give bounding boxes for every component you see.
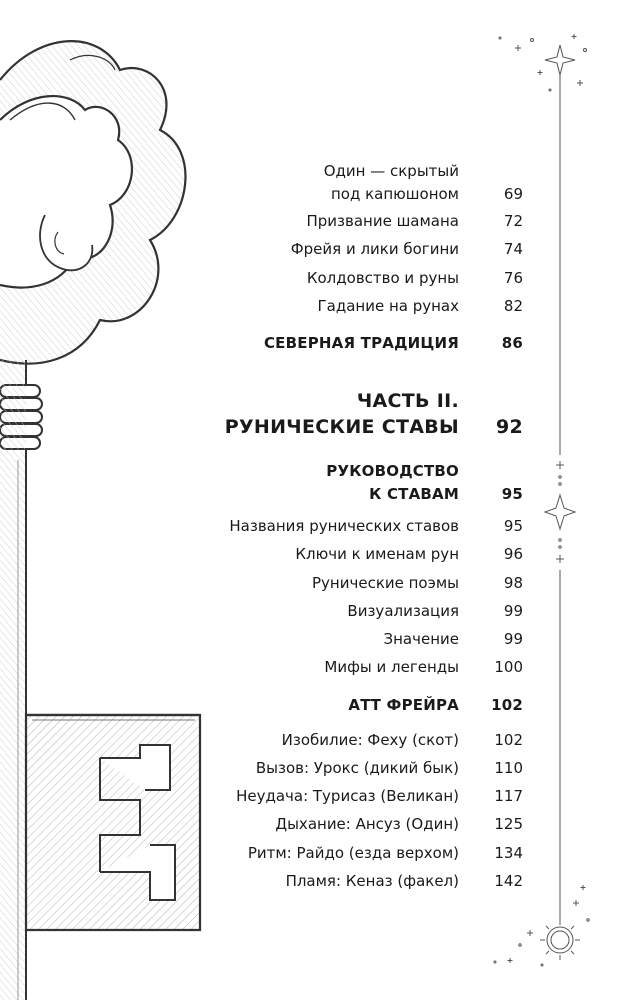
toc-section-title: РУКОВОДСТВО К СТАВАМ bbox=[326, 462, 459, 503]
toc-entry-title: Один — скрытый под капюшоном bbox=[323, 162, 459, 203]
toc-entry-title: Рунические поэмы bbox=[312, 574, 459, 592]
toc-entry-title: Мифы и легенды bbox=[324, 658, 459, 676]
toc-section-page: 86 bbox=[501, 334, 523, 352]
toc-entry-title: Колдовство и руны bbox=[306, 269, 459, 287]
toc-section-title: АТТ ФРЕЙРА bbox=[348, 696, 459, 714]
toc-entry-page: 102 bbox=[494, 731, 523, 749]
toc-entry-page: 99 bbox=[503, 630, 523, 648]
toc-part-page: 92 bbox=[495, 416, 523, 438]
toc-entry-title: Значение bbox=[383, 630, 459, 648]
toc-entry-page: 69 bbox=[503, 185, 523, 203]
toc-entry-title: Неудача: Турисаз (Великан) bbox=[236, 787, 459, 805]
toc-entry-title: Пламя: Кеназ (факел) bbox=[285, 872, 459, 890]
toc-entry-page: 134 bbox=[494, 844, 523, 862]
toc-entry-title: Призвание шамана bbox=[306, 212, 459, 230]
toc-section-page: 95 bbox=[501, 485, 523, 503]
toc-entry-page: 76 bbox=[503, 269, 523, 287]
toc-entry-page: 100 bbox=[494, 658, 523, 676]
toc-entry-page: 74 bbox=[503, 240, 523, 258]
toc-part-title: ЧАСТЬ II. РУНИЧЕСКИЕ СТАВЫ bbox=[224, 390, 459, 438]
toc-entry-page: 96 bbox=[503, 545, 523, 563]
toc-entry-title: Изобилие: Феху (скот) bbox=[281, 731, 459, 749]
toc-entry-page: 125 bbox=[494, 815, 523, 833]
toc-entry-title: Дыхание: Ансуз (Один) bbox=[275, 815, 459, 833]
toc-entry-title: Названия рунических ставов bbox=[229, 517, 459, 535]
toc-entry-title: Визуализация bbox=[347, 602, 459, 620]
toc-entry-title: Фрейя и лики богини bbox=[290, 240, 459, 258]
toc-entry-page: 72 bbox=[503, 212, 523, 230]
toc-section-title: СЕВЕРНАЯ ТРАДИЦИЯ bbox=[263, 334, 459, 352]
toc-section-page: 102 bbox=[491, 696, 523, 714]
toc-entry-page: 98 bbox=[503, 574, 523, 592]
toc-entry-page: 82 bbox=[503, 297, 523, 315]
toc-entry-page: 99 bbox=[503, 602, 523, 620]
toc-entry-title: Гадание на рунах bbox=[317, 297, 459, 315]
toc-entry-title: Ритм: Райдо (езда верхом) bbox=[247, 844, 459, 862]
toc-entry-page: 117 bbox=[494, 787, 523, 805]
toc-entry-title: Вызов: Урокс (дикий бык) bbox=[255, 759, 459, 777]
toc-entry-title: Ключи к именам рун bbox=[295, 545, 459, 563]
toc-entry-page: 110 bbox=[494, 759, 523, 777]
toc-entry-page: 142 bbox=[494, 872, 523, 890]
toc-entry-page: 95 bbox=[503, 517, 523, 535]
